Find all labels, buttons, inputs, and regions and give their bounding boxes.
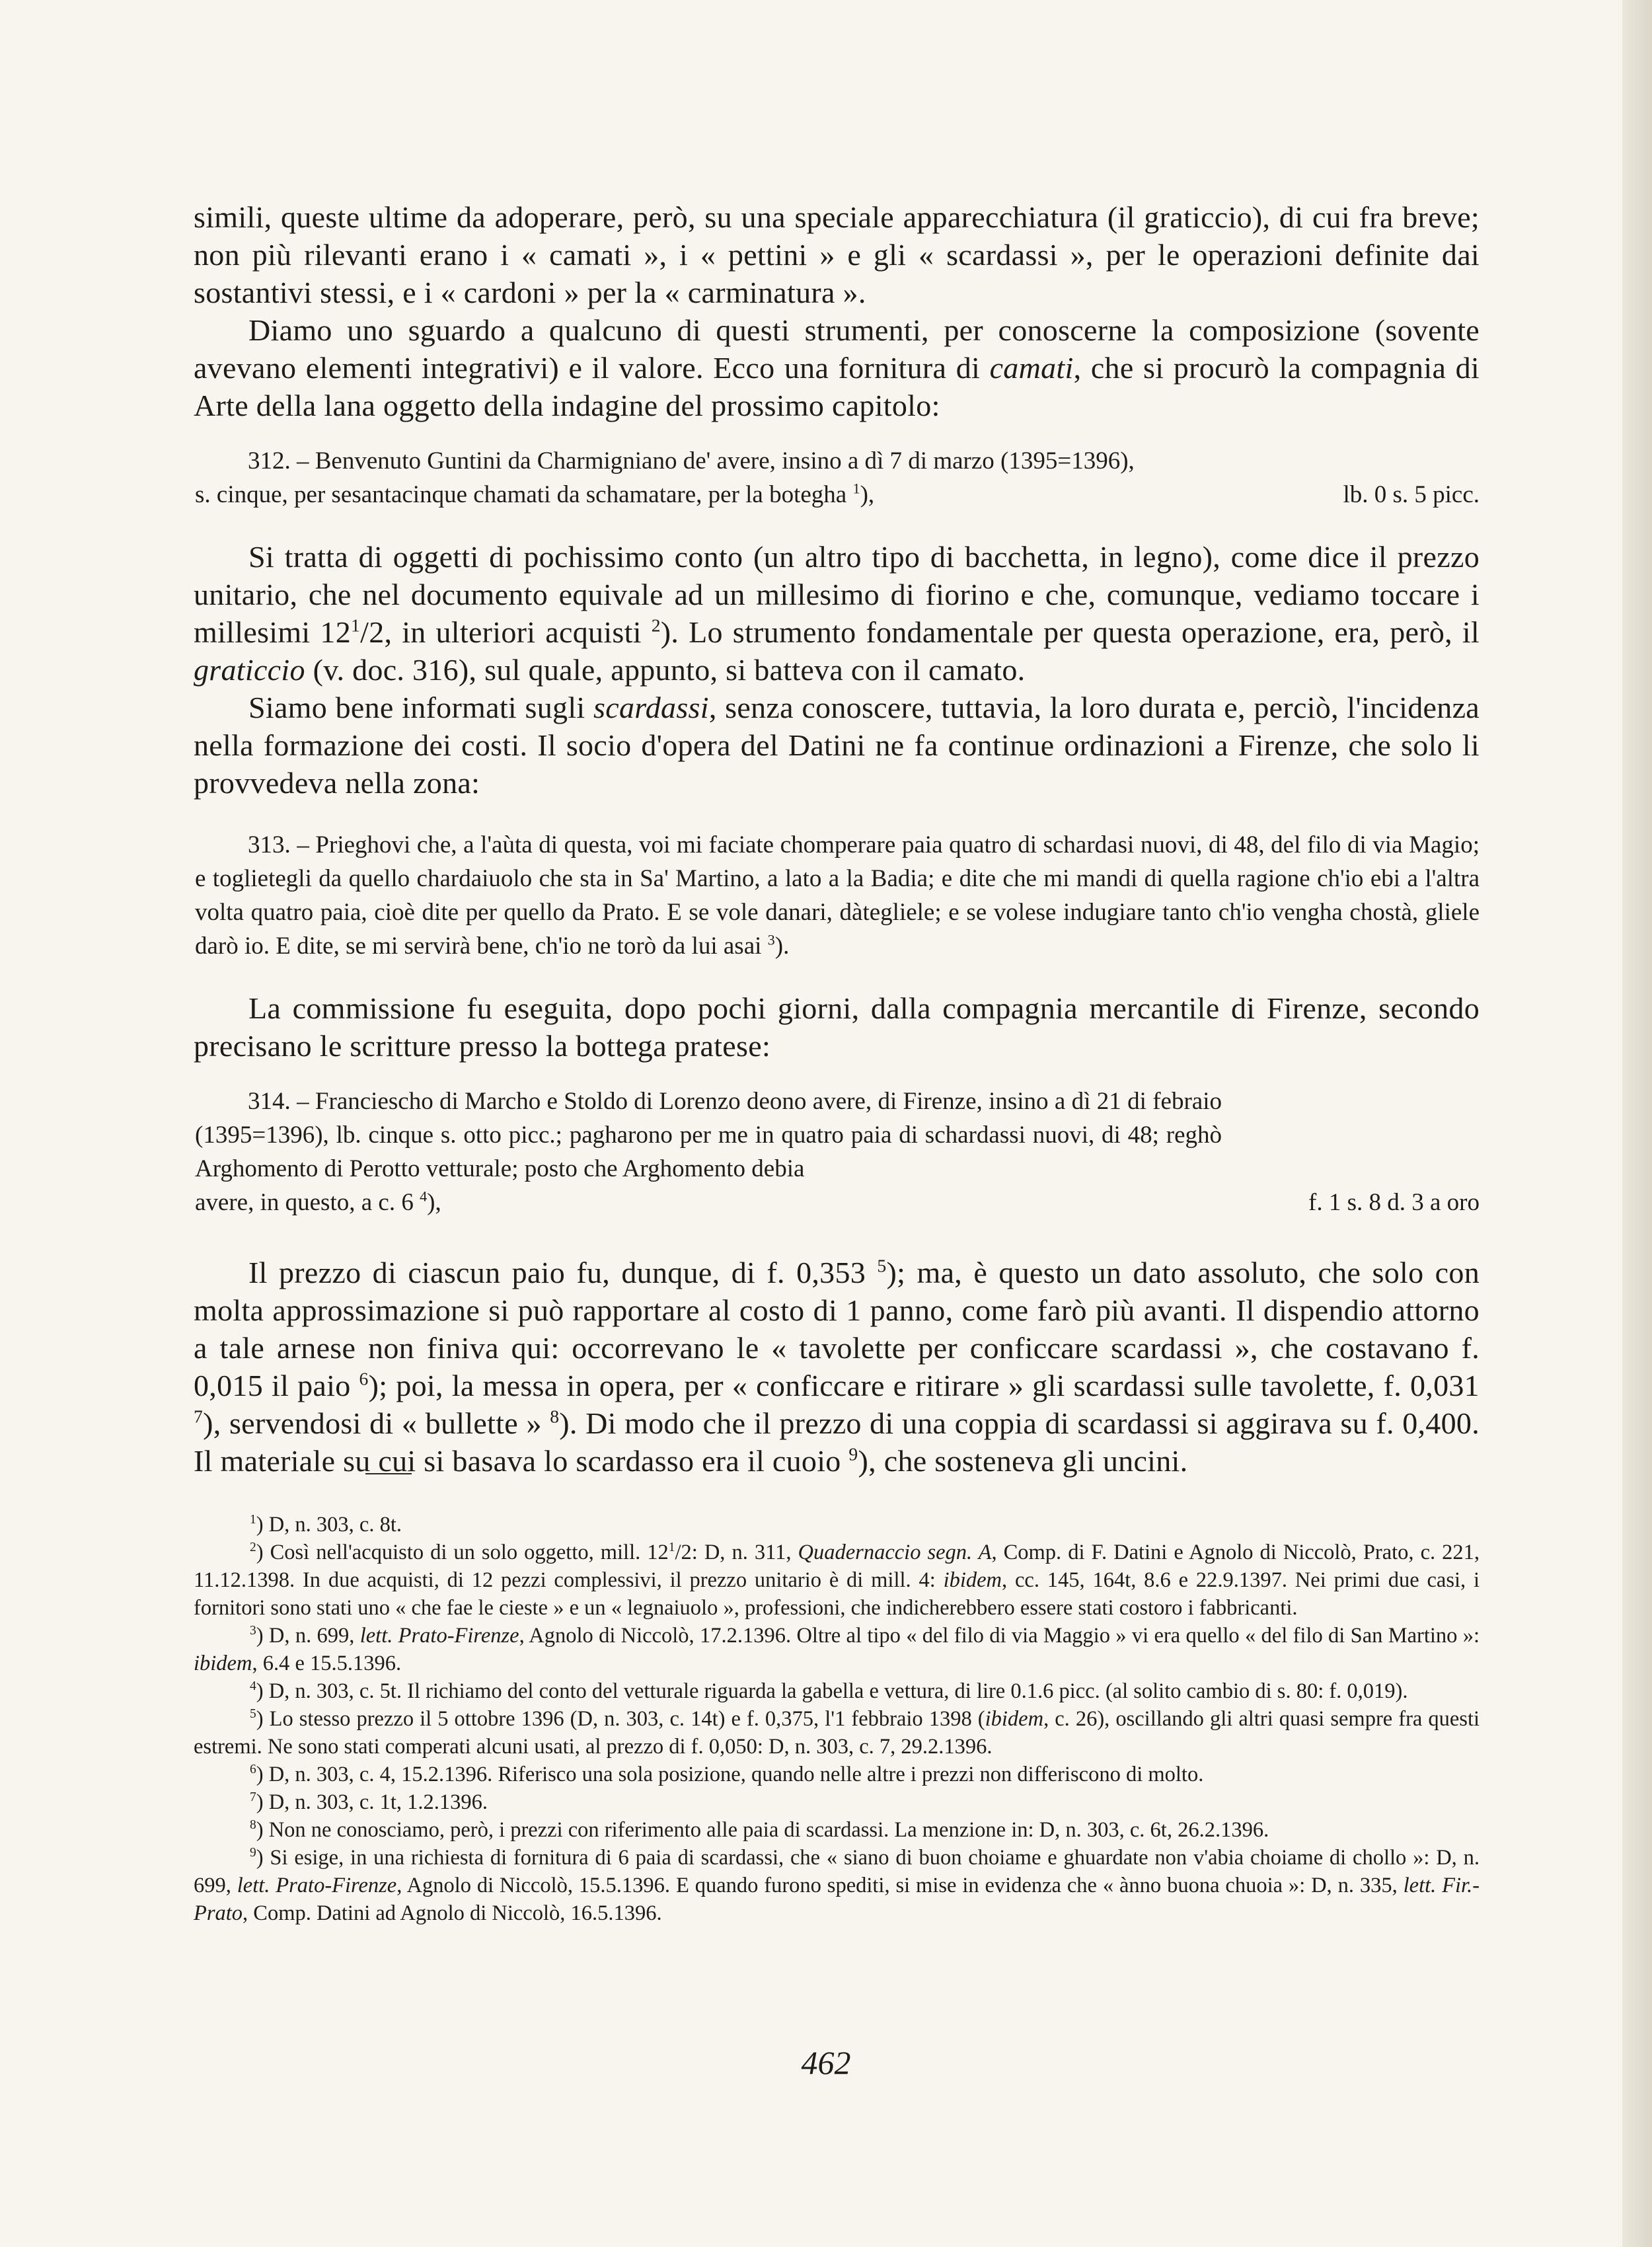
footnote-9: $^9$) Si esige, in una richiesta di fornitura di 6 paia di scardassi, che « siano di buon choiame e ghuardate non v'abia choiame di chollo »: D, n. 699, lett. Prato-Firenze, Agnolo di Niccolò, 15.5.1396. E quando furono spediti, si mise in evidenza che « ànno buona chuoia »: D, n. 335, lett. Fir.-Prato, Comp. Datini ad Agnolo di Niccolò, 16.5.1396. xyxy=(194,1846,1480,1925)
document-312 xyxy=(194,444,1480,512)
footnote-7: $^7$) D, n. 303, c. 1t, 1.2.1396. xyxy=(250,1790,488,1814)
paragraph-2: Diamo uno sguardo a qualcuno di questi strumenti, per conoscerne la composizione (sovente avevano elementi integrativi) e il valore. Ecco una fornitura di camati, che si procurò la compagnia di Arte della lana oggetto della indagine del prossimo capitolo: xyxy=(194,313,1480,422)
document-314 xyxy=(194,1085,1480,1219)
doc-313-text: 313. – Prieghovi che, a l'aùta di questa, voi mi faciate chomperare paia quatro di schardasi nuovi, di 48, del filo di via Magio; e toglietegli da quello chardaiuolo che sta in Sa' Martino, a lato a la Badia; e dite che mi mandi di quella ragione ch'io ebi a l'altra volta quatro paia, cioè dite per quello da Prato. E se vole danari, dàtegliele; e se volese indugiare tanto ch'io vengha chostà, gliele darò io. E dite, se mi servirà bene, ch'io ne torò da lui asai $^3$). xyxy=(195,831,1480,960)
footnote-8: $^8$) Non ne conosciamo, però, i prezzi con riferimento alle paia di scardassi. La menzione in: D, n. 303, c. 6t, 26.2.1396. xyxy=(250,1818,1269,1842)
doc-314-text: 314. – Franciescho di Marcho e Stoldo di Lorenzo deono avere, di Firenze, insino a dì 21 di febraio (1395=1396), lb. cinque s. otto picc.; pagharono per me in quatro paia di schardassi nuovi, di 48; reghò Arghomento di Perotto vetturale; posto che Arghomento debia xyxy=(195,1088,1222,1182)
footnote-5: $^5$) Lo stesso prezzo il 5 ottobre 1396 (D, n. 303, c. 14t) e f. 0,375, l'1 febbraio 1398 (ibidem, c. 26), oscillando gli altri quasi sempre fra questi estremi. Ne sono stati comperati alcuni usati, al prezzo di f. 0,050: D, n. 303, c. 7, 29.2.1396. xyxy=(194,1707,1480,1759)
document-313 xyxy=(194,828,1480,963)
paragraph-6: Il prezzo di ciascun paio fu, dunque, di f. 0,353 $^5$); ma, è questo un dato assoluto, che solo con molta approssimazione si può rapportare al costo di 1 panno, come farò più avanti. Il dispendio attorno a tale arnese non finiva qui: occorrevano le « tavolette per conficcare scardassi », che costavano f. 0,015 il paio $^6$); poi, la messa in opera, per « conficcare e ritirare » gli scardassi sulle tavolette, f. 0,031 $^7$), servendosi di « bullette » $^8$). Di modo che il prezzo di una coppia di scardassi si aggirava su f. 0,400. Il materiale su cui si basava lo scardasso era il cuoio $^9$), che sosteneva gli uncini. xyxy=(194,1255,1480,1478)
footnote-divider xyxy=(365,1473,412,1474)
footnotes xyxy=(194,1511,1480,1927)
paragraph-5: La commissione fu eseguita, dopo pochi giorni, dalla compagnia mercantile di Firenze, secondo precisano le scritture presso la bottega pratese: xyxy=(194,991,1480,1063)
footnote-4: $^4$) D, n. 303, c. 5t. Il richiamo del conto del vetturale riguarda la gabella e vettura, di lire 0.1.6 picc. (al solito cambio di s. 80: f. 0,019). xyxy=(250,1679,1408,1703)
footnote-2: $^2$) Così nell'acquisto di un solo oggetto, mill. $12^1/2$: D, n. 311, Quadernaccio segn. A, Comp. di F. Datini e Agnolo di Niccolò, Prato, c. 221, 11.12.1398. In due acquisti, di 12 pezzi complessivi, il prezzo unitario è di mill. 4: ibidem, cc. 145, 164t, 8.6 e 22.9.1397. Nei primi due casi, i fornitori sono stati uno « che fae le cieste » e un « legnaiuolo », professioni, che indicherebbero essere stati costoro i fabbricanti. xyxy=(194,1541,1480,1620)
doc-312-line-2: s. cinque, per sesantacinque chamati da schamatare, per la botegha $^1$), lb. 0 s. 5 picc. xyxy=(194,478,1480,512)
doc-314-last-line: avere, in questo, a c. 6 $^4$), f. 1 s. 8 d. 3 a oro xyxy=(194,1186,1480,1219)
page-number: 462 xyxy=(801,2044,851,2081)
footnote-1: $^1$) D, n. 303, c. 8t. xyxy=(250,1513,402,1537)
footnote-6: $^6$) D, n. 303, c. 4, 15.2.1396. Riferisco una sola posizione, quando nelle altre i prezzi non differiscono di molto. xyxy=(250,1763,1204,1786)
doc-314-amount: f. 1 s. 8 d. 3 a oro xyxy=(1308,1189,1480,1216)
footnote-3: $^3$) D, n. 699, lett. Prato-Firenze, Agnolo di Niccolò, 17.2.1396. Oltre al tipo « del filo di via Maggio » vi era quello « del filo di San Martino »: ibidem, 6.4 e 15.5.1396. xyxy=(194,1624,1480,1675)
paragraph-3: Si tratta di oggetti di pochissimo conto (un altro tipo di bacchetta, in legno), come dice il prezzo unitario, che nel documento equivale ad un millesimo di fiorino e che, comunque, vediamo toccare i millesimi $12^1/2$, in ulteriori acquisti $^2$). Lo strumento fondamentale per questa operazione, era, però, il graticcio (v. doc. 316), sul quale, appunto, si batteva con il camato. xyxy=(194,540,1480,687)
paragraph-1: simili, queste ultime da adoperare, però, su una speciale apparecchiatura (il graticcio), di cui fra breve; non più rilevanti erano i « camati », i « pettini » e gli « scardassi », per le operazioni definite dai sostantivi stessi, e i « cardoni » per la « carminatura ». xyxy=(194,200,1480,309)
main-text xyxy=(194,198,1480,1480)
doc-312-line-1: 312. – Benvenuto Guntini da Charmigniano de' avere, insino a dì 7 di marzo (1395=1396), xyxy=(248,447,1135,475)
doc-312-amount: lb. 0 s. 5 picc. xyxy=(1343,481,1480,508)
paragraph-4: Siamo bene informati sugli scardassi, senza conoscere, tuttavia, la loro durata e, perciò, l'incidenza nella formazione dei costi. Il socio d'opera del Datini ne fa continue ordinazioni a Firenze, che solo li provvedeva nella zona: xyxy=(194,691,1480,800)
page-edge-shadow xyxy=(1622,0,1652,2247)
